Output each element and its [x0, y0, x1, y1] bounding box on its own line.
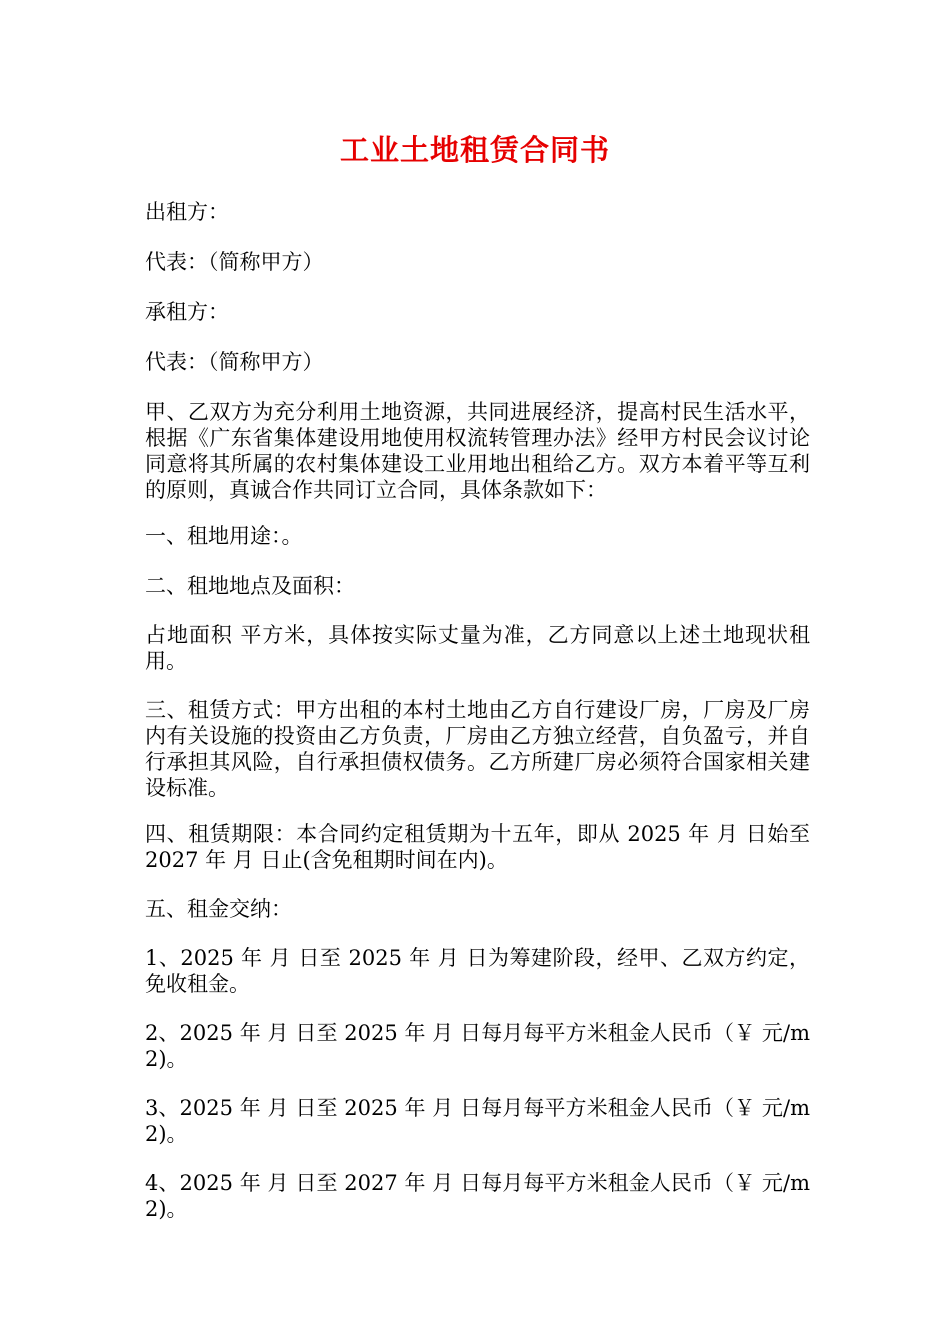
document-title: 工业土地租赁合同书: [339, 133, 610, 167]
clause-5-rent-payment: 五、租金交纳：: [145, 897, 292, 921]
rent-item-1: 1、2025 年 月 日至 2025 年 月 日为筹建阶段，经甲、乙双方约定，免收租金。: [145, 946, 810, 996]
clause-4-lease-term: 四、租赁期限：本合同约定租赁期为十五年，即从 2025 年 月 日始至 2027 年 月 日止(含免租期时间在内)。: [145, 822, 810, 872]
clause-2-area-detail: 占地面积 平方米，具体按实际丈量为准，乙方同意以上述土地现状租用。: [145, 623, 810, 673]
rent-item-2: 2、2025 年 月 日至 2025 年 月 日每月每平方米租金人民币（￥ 元/m2)。: [145, 1021, 810, 1071]
rent-item-4: 4、2025 年 月 日至 2027 年 月 日每月每平方米租金人民币（￥ 元/m2)。: [145, 1171, 810, 1221]
lessor-line: 出租方：: [145, 200, 229, 224]
clause-2-location-area: 二、租地地点及面积：: [145, 574, 355, 598]
preamble-paragraph: 甲、乙双方为充分利用土地资源，共同进展经济，提高村民生活水平，根据《广东省集体建设用地使用权流转管理办法》经甲方村民会议讨论同意将其所属的农村集体建设工业用地出租给乙方。双方本着平等互利的原则，真诚合作共同订立合同，具体条款如下：: [145, 400, 810, 502]
lessee-line: 承租方：: [145, 300, 229, 324]
lessor-representative-line: 代表：（简称甲方）: [145, 250, 324, 274]
rent-item-3: 3、2025 年 月 日至 2025 年 月 日每月每平方米租金人民币（￥ 元/m2)。: [145, 1096, 810, 1146]
clause-3-lease-method: 三、租赁方式：甲方出租的本村土地由乙方自行建设厂房，厂房及厂房内有关设施的投资由乙方负责，厂房由乙方独立经营，自负盈亏，并自行承担其风险，自行承担债权债务。乙方所建厂房必须符合国家相关建设标准。: [145, 698, 810, 800]
lessee-representative-line: 代表：（简称甲方）: [145, 350, 324, 374]
clause-1-land-use: 一、租地用途：。: [145, 524, 303, 548]
